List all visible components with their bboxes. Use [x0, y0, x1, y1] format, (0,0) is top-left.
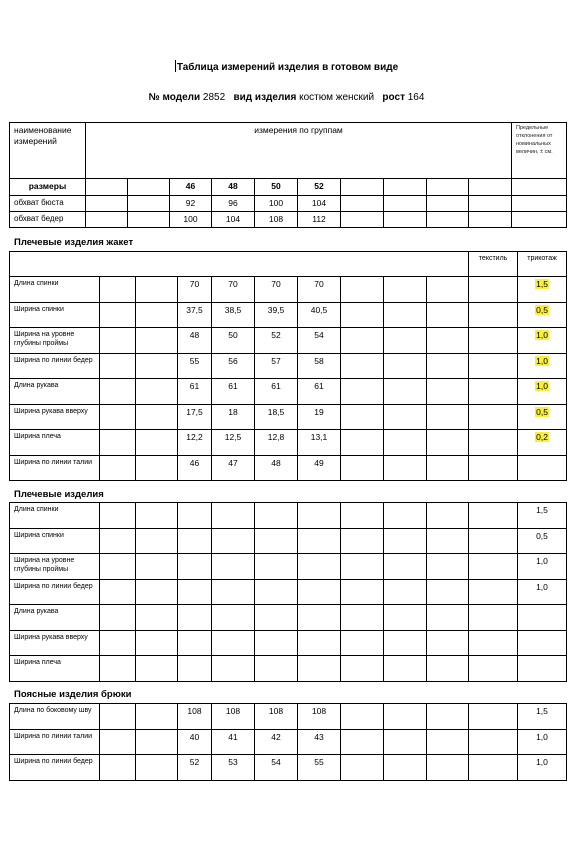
measurement-row	[10, 328, 567, 354]
tolerance-textile-value: 1,5	[536, 706, 548, 716]
measurement-name: Длина рукава	[10, 605, 100, 631]
girth-value: 104	[298, 196, 341, 212]
measurement-name: Ширина по линии бедер	[10, 353, 100, 379]
girth-name: обхват бедер	[10, 212, 86, 228]
measurement-value: 12,5	[212, 430, 255, 456]
measurement-row	[10, 630, 567, 656]
measurement-value: 40	[178, 729, 212, 755]
measurement-value	[178, 554, 212, 580]
girth-value: 112	[298, 212, 341, 228]
girth-value: 92	[170, 196, 212, 212]
measurement-value: 17,5	[178, 404, 212, 430]
measurement-name: Ширина спинки	[10, 302, 100, 328]
measurement-value	[255, 656, 298, 682]
tolerance-textile-value: 0,5	[536, 406, 548, 417]
measurement-value: 70	[178, 277, 212, 303]
measurement-value: 18,5	[255, 404, 298, 430]
girth-row	[10, 196, 567, 212]
tolerance-textile-value: 1,0	[536, 330, 548, 340]
tolerance-header: текстиль	[469, 252, 518, 277]
measurement-name: Ширина по линии талии	[10, 729, 100, 755]
tolerance-textile-value: 1,0	[536, 381, 548, 391]
tolerance-textile	[518, 704, 567, 730]
measurement-value	[298, 605, 341, 631]
tolerance-textile	[518, 605, 567, 631]
tolerance-textile-value: 1,0	[536, 581, 548, 592]
tolerance-textile-value: 1,0	[536, 355, 548, 366]
measurement-value: 52	[178, 755, 212, 781]
measurement-value: 43	[298, 729, 341, 755]
measurement-name: Длина спинки	[10, 503, 100, 529]
tolerance-textile	[518, 404, 567, 430]
type-label: вид изделия	[233, 92, 297, 103]
sizes-table	[9, 122, 567, 228]
measurement-row	[10, 605, 567, 631]
measurement-name: Длина рукава	[10, 379, 100, 405]
size-value: 50	[255, 179, 298, 196]
measurement-value: 108	[178, 704, 212, 730]
header-groups-cell: измерения по группам	[86, 123, 512, 179]
tolerance-textile-value: 1,5	[536, 505, 548, 515]
tolerance-textile-value: 0,5	[536, 304, 548, 315]
measurements-table-trousers	[9, 703, 567, 781]
measurement-value: 49	[298, 455, 341, 481]
section-title: Плечевые изделия	[14, 489, 104, 500]
measurement-value: 108	[255, 704, 298, 730]
girth-name: обхват бюста	[10, 196, 86, 212]
tolerance-textile	[518, 729, 567, 755]
measurement-row	[10, 455, 567, 481]
measurement-name: Ширина рукава вверху	[10, 630, 100, 656]
measurement-value	[298, 630, 341, 656]
measurement-value: 55	[178, 353, 212, 379]
tolerance-textile	[518, 277, 567, 303]
measurement-value	[255, 503, 298, 529]
tolerance-textile-value: 1,0	[536, 757, 548, 767]
measurement-row	[10, 656, 567, 682]
size-value: 52	[298, 179, 341, 196]
measurement-value: 61	[255, 379, 298, 405]
tolerance-textile	[518, 503, 567, 529]
girth-value: 100	[255, 196, 298, 212]
tolerance-textile-value: 1,0	[536, 731, 548, 742]
measurement-value: 12,2	[178, 430, 212, 456]
measurement-value: 18	[212, 404, 255, 430]
measurement-value	[255, 630, 298, 656]
measurement-value: 19	[298, 404, 341, 430]
sizes-label: размеры	[10, 179, 86, 196]
size-value: 48	[212, 179, 255, 196]
tolerance-textile	[518, 353, 567, 379]
measurement-value: 70	[298, 277, 341, 303]
measurement-value	[178, 630, 212, 656]
text-cursor	[175, 60, 176, 72]
tolerance-textile	[518, 554, 567, 580]
measurement-value	[298, 656, 341, 682]
measurement-value: 50	[212, 328, 255, 354]
measurement-row	[10, 579, 567, 605]
section-title: Поясные изделия брюки	[14, 689, 132, 700]
tolerance-textile-value: 1,5	[536, 279, 548, 289]
measurement-name: Ширина по линии талии	[10, 455, 100, 481]
measurement-value: 108	[212, 704, 255, 730]
measurement-value: 52	[255, 328, 298, 354]
measurement-value: 70	[255, 277, 298, 303]
tolerance-textile	[518, 656, 567, 682]
measurement-value	[178, 503, 212, 529]
measurement-name: Ширина по линии бедер	[10, 755, 100, 781]
measurement-value	[212, 605, 255, 631]
measurement-name: Ширина спинки	[10, 528, 100, 554]
measurement-value	[212, 579, 255, 605]
measurement-value: 13,1	[298, 430, 341, 456]
measurement-value: 56	[212, 353, 255, 379]
tolerance-textile	[518, 755, 567, 781]
header-tolerance-cell: Предельные отклонения от номинальных величин, ± см.	[512, 123, 567, 179]
measurement-name: Ширина плеча	[10, 656, 100, 682]
measurement-row	[10, 379, 567, 405]
measurement-value: 39,5	[255, 302, 298, 328]
model-value: 2852	[202, 92, 226, 103]
measurement-value: 40,5	[298, 302, 341, 328]
measurement-value: 48	[255, 455, 298, 481]
measurement-value: 54	[298, 328, 341, 354]
measurement-value: 108	[298, 704, 341, 730]
measurement-value	[212, 630, 255, 656]
measurement-value	[298, 528, 341, 554]
measurement-value	[212, 503, 255, 529]
measurement-value	[255, 579, 298, 605]
measurement-value: 41	[212, 729, 255, 755]
measurement-value: 58	[298, 353, 341, 379]
measurement-row	[10, 528, 567, 554]
measurement-name: Ширина плеча	[10, 430, 100, 456]
measurement-value	[212, 528, 255, 554]
measurement-value	[298, 554, 341, 580]
girth-value: 96	[212, 196, 255, 212]
tolerance-textile	[518, 579, 567, 605]
height-value: 164	[407, 92, 425, 103]
girth-value: 108	[255, 212, 298, 228]
measurement-value: 48	[178, 328, 212, 354]
girth-value: 104	[212, 212, 255, 228]
measurement-value: 55	[298, 755, 341, 781]
tolerance-textile	[518, 328, 567, 354]
measurement-value: 61	[178, 379, 212, 405]
measurement-value	[178, 605, 212, 631]
measurement-value	[255, 554, 298, 580]
measurement-value	[298, 503, 341, 529]
measurement-value: 47	[212, 455, 255, 481]
measurement-row	[10, 302, 567, 328]
tolerance-textile	[518, 630, 567, 656]
measurement-name: Длина по боковому шву	[10, 704, 100, 730]
measurement-value: 42	[255, 729, 298, 755]
model-line	[0, 92, 573, 103]
model-label: № модели	[148, 92, 201, 103]
measurement-row	[10, 404, 567, 430]
tolerance-textile	[518, 379, 567, 405]
measurement-value: 53	[212, 755, 255, 781]
tolerance-textile-value: 1,0	[536, 556, 548, 566]
measurement-value: 57	[255, 353, 298, 379]
tolerance-textile	[518, 430, 567, 456]
sizes-row	[10, 179, 567, 196]
girth-row	[10, 212, 567, 228]
measurement-value: 38,5	[212, 302, 255, 328]
height-label: рост	[382, 92, 405, 103]
section-title: Плечевые изделия жакет	[14, 237, 134, 248]
measurement-name: Ширина рукава вверху	[10, 404, 100, 430]
measurement-row	[10, 729, 567, 755]
measurement-value	[178, 579, 212, 605]
measurement-name: Длина спинки	[10, 277, 100, 303]
measurement-row	[10, 277, 567, 303]
measurement-value: 12,8	[255, 430, 298, 456]
tolerance-textile-value: 0,5	[536, 530, 548, 541]
measurement-name: Ширина на уровне глубины проймы	[10, 554, 100, 580]
size-value: 46	[170, 179, 212, 196]
type-value: костюм женский	[299, 92, 375, 103]
tolerance-textile	[518, 302, 567, 328]
tolerance-textile	[518, 455, 567, 481]
measurement-row	[10, 503, 567, 529]
header-name-cell: наименование измерений	[10, 123, 86, 179]
tolerance-header-row	[10, 252, 567, 277]
tolerance-header: трикотаж	[518, 252, 567, 277]
measurement-value: 61	[298, 379, 341, 405]
girth-value: 100	[170, 212, 212, 228]
measurement-value	[255, 528, 298, 554]
measurement-value	[212, 656, 255, 682]
measurement-row	[10, 554, 567, 580]
measurement-value	[298, 579, 341, 605]
measurement-value: 54	[255, 755, 298, 781]
measurement-name: Ширина по линии бедер	[10, 579, 100, 605]
tolerance-textile	[518, 528, 567, 554]
measurement-value	[178, 528, 212, 554]
measurement-value: 61	[212, 379, 255, 405]
document-title: Таблица измерений изделия в готовом виде	[176, 62, 399, 73]
measurement-value	[212, 554, 255, 580]
measurement-value: 37,5	[178, 302, 212, 328]
measurement-value: 70	[212, 277, 255, 303]
measurement-row	[10, 704, 567, 730]
measurement-row	[10, 430, 567, 456]
measurement-value	[178, 656, 212, 682]
tolerance-textile-value: 0,2	[536, 432, 548, 442]
measurements-table-jacket	[9, 251, 567, 481]
measurement-row	[10, 353, 567, 379]
measurement-value	[255, 605, 298, 631]
measurements-table-shoulder	[9, 502, 567, 682]
measurement-value: 46	[178, 455, 212, 481]
measurement-name: Ширина на уровне глубины проймы	[10, 328, 100, 354]
measurement-row	[10, 755, 567, 781]
